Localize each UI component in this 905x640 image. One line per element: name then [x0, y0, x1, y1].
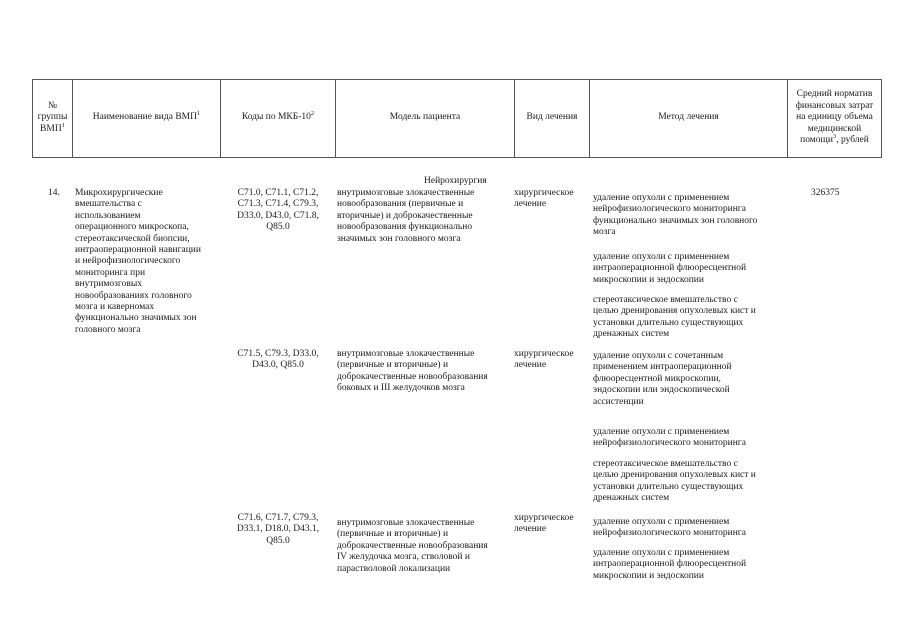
vmp-name: Микрохирургические вмешательства с использованием операционного микроскопа, стереотаксической биопсии, интраоперационной навигации и нейрофизиологического мониторинга при внутримозговых новообразованиях головного мозга и каверномах функционально значимых зон головного мозга — [75, 188, 201, 335]
treatment-method: удаление опухоли с сочетанным применением интраоперационной флюоресцентной микроскопии, эндоскопии или эндоскопической ассистенции — [593, 351, 732, 407]
treatment-method: удаление опухоли с применением интраоперационной флюоресцентной микроскопии и эндоскопии — [593, 252, 747, 285]
treatment-method: стереотаксическое вмешательство с целью дренирования опухолевых кист и установки длительно существующих дренажных систем — [593, 459, 756, 504]
treatment-method: стереотаксическое вмешательство с целью дренирования опухолевых кист и установки длительно существующих дренажных систем — [593, 295, 756, 340]
section-title: Нейрохирургия — [424, 176, 487, 186]
header-patient-model: Модель пациента — [389, 112, 461, 123]
treatment-method: удаление опухоли с применением нейрофизиологического мониторинга функционально значимых зон головного мозга — [593, 193, 758, 238]
icd-codes: C71.5, C79.3, D33.0, D43.0, Q85.0 — [237, 349, 319, 371]
header-treatment-method: Метод лечения — [658, 112, 719, 123]
patient-model: внутримозговые злокачественные (первичные и вторичные) и доброкачественные новообразования боковых и III желудочков мозга — [337, 349, 488, 394]
treatment-method: удаление опухоли с применением интраоперационной флюоресцентной микроскопии и эндоскопии — [593, 548, 747, 581]
treatment-type: хирургическое лечение — [514, 513, 574, 535]
header-group-number: № группы ВМП$^1$ — [37, 100, 68, 134]
icd-codes: C71.0, C71.1, C71.2, C71.3, C71.4, C79.3, D33.0, D43.0, C71.8, Q85.0 — [237, 188, 319, 233]
cost-value: 326375 — [811, 188, 840, 198]
table-divider — [881, 79, 882, 157]
patient-model: внутримозговые злокачественные (первичные и вторичные) и доброкачественные новообразования IV желудочка мозга, стволовой и парастволовой локализации — [337, 518, 488, 574]
icd-codes: C71.6, C71.7, C79.3, D33.1, D18.0, D43.1, Q85.0 — [236, 513, 320, 546]
header-vmp-name: Наименование вида ВМП$^1$ — [92, 110, 201, 123]
header-cost: Средний норматив финансовых затрат на единицу объема медицинской помощи$^3$, рублей — [795, 89, 874, 146]
row-number: 14. — [48, 188, 60, 198]
header-treatment-type: Вид лечения — [526, 112, 578, 123]
table-header-bottom-border — [32, 157, 882, 158]
treatment-method: удаление опухоли с применением нейрофизиологического мониторинга — [593, 517, 746, 539]
header-icd-codes: Коды по МКБ-$10^2$ — [241, 110, 315, 123]
treatment-type: хирургическое лечение — [514, 349, 574, 371]
patient-model: внутримозговые злокачественные новообразования (первичные и вторичные) и доброкачественные новообразования функционально значимых зон головного мозга — [337, 188, 475, 244]
treatment-type: хирургическое лечение — [514, 188, 574, 210]
treatment-method: удаление опухоли с применением нейрофизиологического мониторинга — [593, 427, 746, 449]
